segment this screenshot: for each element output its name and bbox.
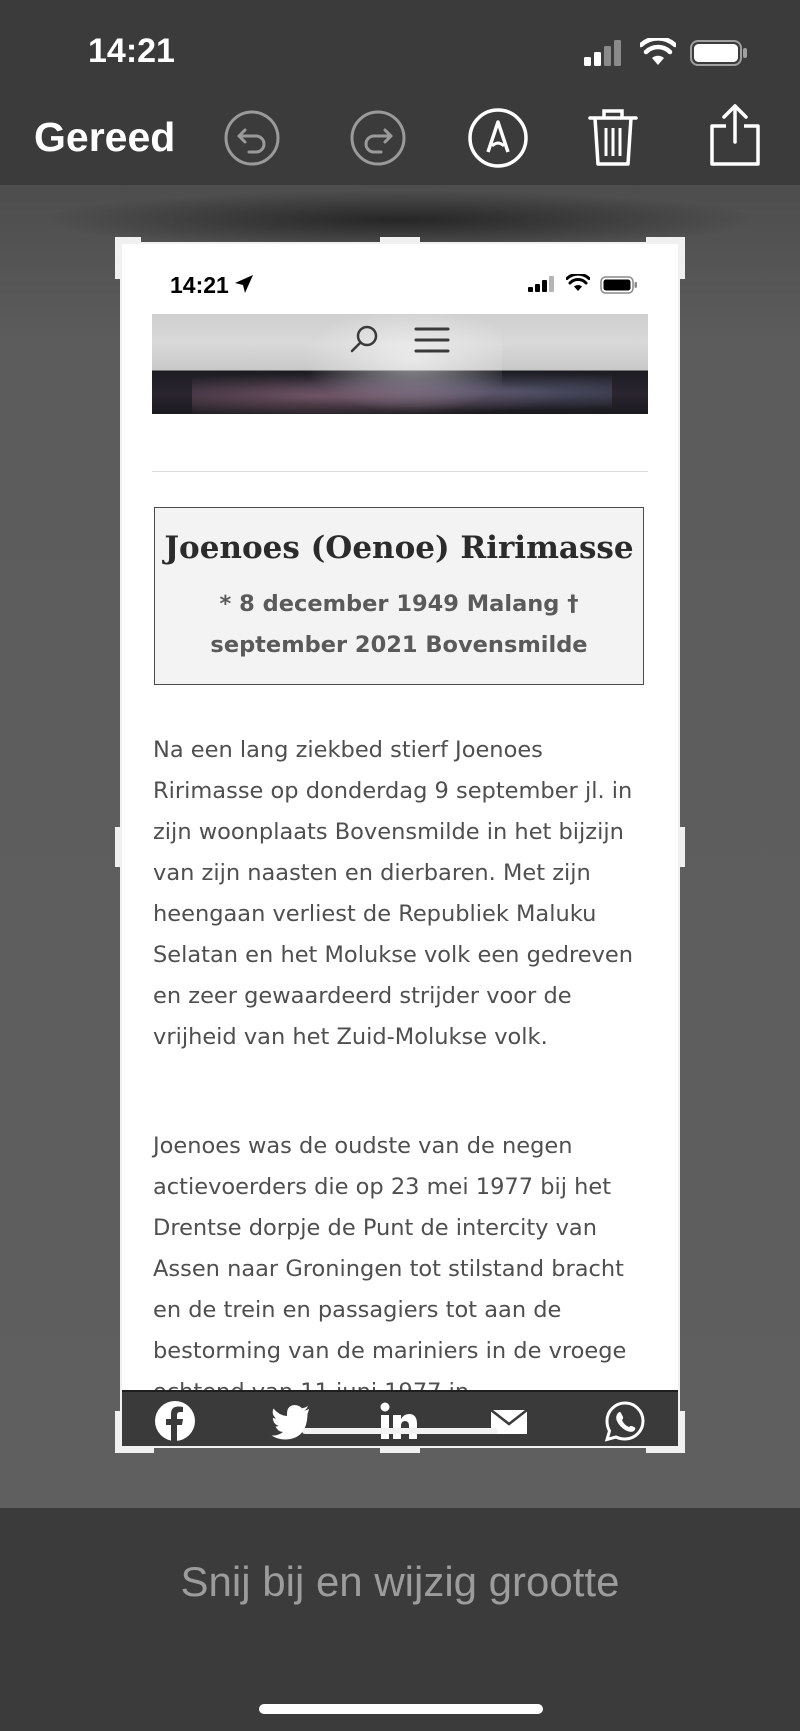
crop-handle-bottom-right[interactable]: [678, 1411, 685, 1453]
trash-icon[interactable]: [584, 104, 642, 168]
crop-mode-label: Snij bij en wijzig grootte: [180, 1558, 620, 1605]
crop-handle-left[interactable]: [115, 827, 122, 867]
inner-status-time: 14:21: [170, 272, 229, 298]
status-time: 14:21: [88, 32, 175, 70]
crop-frame[interactable]: [120, 242, 680, 1448]
done-button[interactable]: Gereed: [34, 114, 176, 160]
undo-icon[interactable]: [222, 108, 282, 168]
home-indicator[interactable]: [259, 1704, 543, 1714]
crop-handle-right[interactable]: [678, 827, 685, 867]
crop-handle-bottom[interactable]: [380, 1446, 420, 1453]
bottom-bar: [0, 1508, 800, 1731]
signal-icon: [584, 40, 624, 71]
top-bar: [0, 0, 800, 185]
page-title: Joenoes (Oenoe) Ririmasse: [164, 530, 634, 566]
page-subtitle: * 8 december 1949 Malang † september 2021 Bovensmilde: [210, 591, 588, 658]
share-icon[interactable]: [706, 102, 764, 168]
article-paragraph: Na een lang ziekbed stierf Joenoes Ririmasse op donderdag 9 september jl. in zijn woonplaats Bovensmilde in het bijzijn van zijn naasten en dierbaren. Met zijn heengaan verliest de Republiek Maluku Selatan en het Molukse volk een gedreven en zeer gewaardeerd strijder voor de vrijheid van het Zuid-Molukse volk.: [153, 737, 633, 1050]
crop-handle-top-right[interactable]: [678, 237, 685, 279]
crop-handle-top-left[interactable]: [115, 237, 122, 279]
crop-handle-bottom-left[interactable]: [115, 1411, 122, 1453]
battery-icon: [690, 40, 748, 71]
crop-handle-top[interactable]: [380, 237, 420, 244]
redo-icon[interactable]: [348, 108, 408, 168]
wifi-icon: [640, 38, 676, 71]
markup-icon[interactable]: [466, 106, 530, 170]
article-paragraph: Joenoes was de oudste van de negen actievoerders die op 23 mei 1977 bij het Drentse dorpje de Punt de intercity van Assen naar Groningen tot stilstand bracht en de trein en passagiers tot aan de bestorming van de mariniers in de vroege: [153, 1133, 627, 1364]
